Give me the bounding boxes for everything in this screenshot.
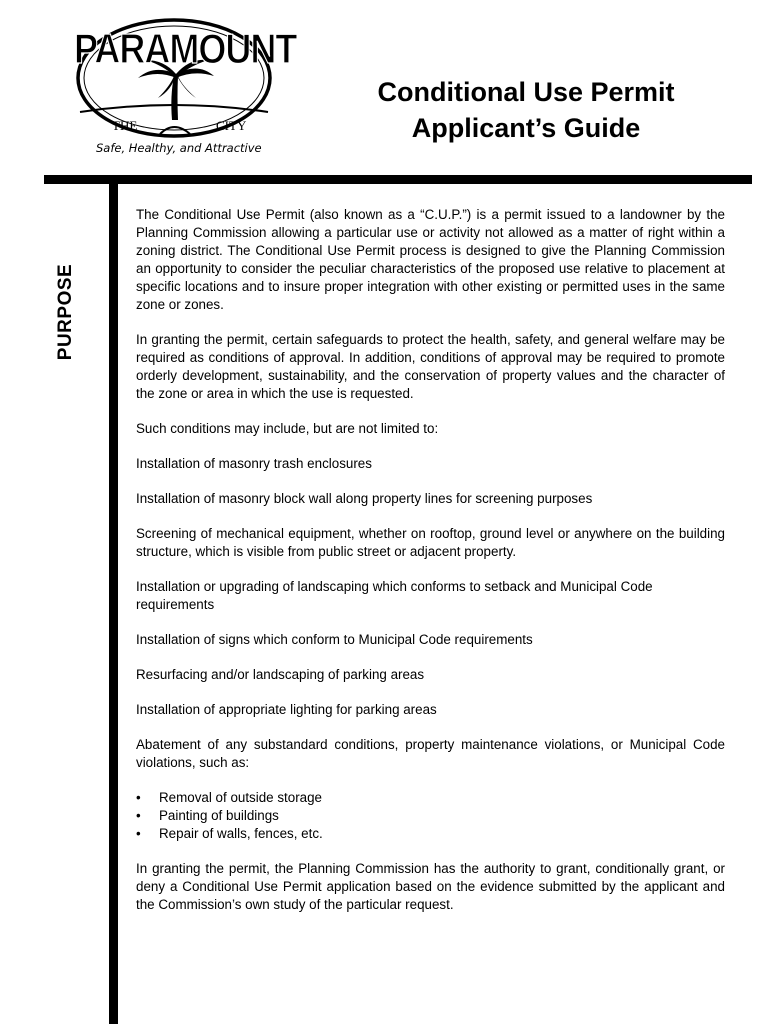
logo-the: THE (112, 118, 138, 133)
logo-wordmark: PARAMOUNT (74, 24, 297, 73)
paragraph-intro: The Conditional Use Permit (also known as a “C.U.P.”) is a permit issued to a landowner by the Planning Commission allowing a particular use or activity not allowed as a matter of right within a zoning district. The Conditional Use Permit process is designed to give the Planning Commission an opportunity to consider the peculiar characteristics of the proposed use relative to placement at specific locations and to insure proper integration with other existing or permitted uses in the same zone or zones. (136, 207, 725, 312)
bullet-item: • Repair of walls, fences, etc. (136, 825, 725, 843)
tagline: Safe, Healthy, and Attractive (96, 141, 262, 155)
title-line-1: Conditional Use Permit (377, 77, 675, 107)
condition-item: Resurfacing and/or landscaping of parking areas (136, 667, 425, 682)
condition-item: Screening of mechanical equipment, whether on rooftop, ground level or anywhere on the building structure, which is visible from public street or adjacent property. (136, 526, 725, 559)
condition-item: Installation or upgrading of landscaping which conforms to setback and Municipal Code requirements (136, 579, 653, 612)
condition-item: Installation of masonry block wall along property lines for screening purposes (136, 491, 593, 506)
condition-item: Installation of signs which conform to Municipal Code requirements (136, 632, 533, 647)
condition-item: Installation of appropriate lighting for parking areas (136, 702, 437, 717)
bullet-list (136, 789, 725, 843)
paragraph-conditions-intro: Such conditions may include, but are not limited to: (136, 421, 439, 436)
condition-item: Installation of masonry trash enclosures (136, 456, 372, 471)
logo-city: CITY (216, 118, 247, 133)
city-logo (74, 16, 297, 158)
body-text (136, 206, 725, 931)
section-label-purpose: PURPOSE (55, 263, 76, 361)
bullet-item: • Painting of buildings (136, 807, 725, 825)
condition-item: Abatement of any substandard conditions, property maintenance violations, or Municipal Code violations, such as: (136, 737, 725, 770)
document-title (340, 74, 712, 146)
paragraph-safeguards: In granting the permit, certain safeguards to protect the health, safety, and general welfare may be required as conditions of approval. In addition, conditions of approval may be required to promote orderly development, sustainability, and the conservation of property values and the character of the zone or area in which the use is requested. (136, 332, 725, 401)
side-rule (109, 180, 118, 1024)
header-rule (44, 175, 752, 184)
paragraph-authority: In granting the permit, the Planning Commission has the authority to grant, conditionally grant, or deny a Conditional Use Permit application based on the evidence submitted by the applicant and the Commission’s own study of the particular request. (136, 861, 725, 912)
bullet-item: • Removal of outside storage (136, 789, 725, 807)
title-line-2: Applicant’s Guide (411, 113, 641, 143)
